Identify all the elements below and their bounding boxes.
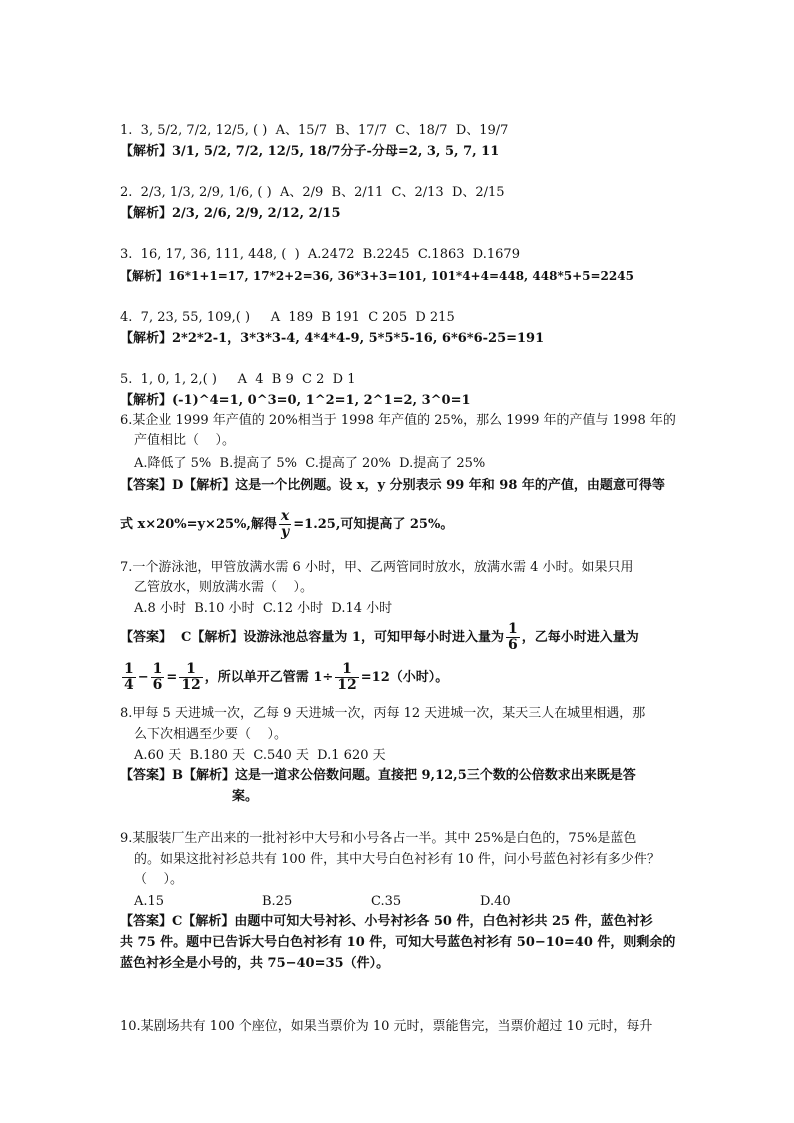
q9-option-a: A.15 [134, 894, 165, 909]
q9-answer1: 【答案】C【解析】由题中可知大号衬衫、小号衬衫各 50 件，白色衬衫共 25 件，蓝色衬衫 [120, 914, 653, 929]
q7-f2-den: 4 [124, 677, 134, 693]
q2-question: 2. 2/3, 1/3, 2/9, 1/6, ( ) A、2/9 B、2/11 C、2/13 D、2/15 [120, 185, 505, 200]
q2-analysis: 【解析】2/3, 2/6, 2/9, 2/12, 2/15 [120, 206, 341, 221]
q10-line1: 10.某剧场共有 100 个座位，如果当票价为 10 元时，票能售完，当票价超过 10 元时，每升 [120, 1019, 653, 1034]
q7-f2-num: 1 [124, 661, 134, 677]
q6-frac-num: x [280, 508, 290, 524]
q7-answer2 [120, 660, 448, 696]
q6-answer1: 【答案】D【解析】这是一个比例题。设 x，y 分别表示 99 年和 98 年的产值，由题意可得等 [120, 478, 665, 493]
q9-option-d: D.40 [480, 894, 511, 909]
q3-analysis: 【解析】16*1+1=17, 17*2+2=36, 36*3+3=101, 101*4+4=448, 448*5+5=2245 [120, 269, 634, 283]
q6-line1: 6.某企业 1999 年产值的 20%相当于 1998 年产值的 25%，那么 1999 年的产值与 1998 年的 [120, 413, 676, 428]
q6-frac-den: y [281, 524, 290, 540]
q6-answer2a: 式 x×20%=y×25%,解得 [120, 517, 277, 532]
q7-answer1b: ，乙每小时进入量为 [521, 630, 639, 645]
q7-fraction-5 [335, 662, 358, 693]
q6-line2: 产值相比（ ）。 [134, 433, 236, 448]
q7-answer1a: 【答案】 C【解析】设游泳池总容量为 1，可知甲每小时进入量为 [120, 630, 504, 645]
q8-answer1: 【答案】B【解析】这是一道求公倍数问题。直接把 9,12,5三个数的公倍数求出来既是答 [120, 768, 636, 783]
q7-f3-den: 6 [152, 677, 163, 693]
q6-answer2b: =1.25,可知提高了 25%。 [293, 517, 454, 532]
q7-answer2a: ，所以单开乙管需 1÷ [204, 670, 334, 685]
q7-options: A.8 小时 B.10 小时 C.12 小时 D.14 小时 [134, 601, 393, 616]
q9-line3: （ ）。 [134, 872, 184, 887]
q9-answer3: 蓝色衬衫全是小号的，共 75−40=35（件）。 [120, 956, 390, 971]
q7-answer2b: =12（小时）。 [360, 670, 449, 685]
q1-analysis: 【解析】3/1, 5/2, 7/2, 12/5, 18/7分子-分母=2, 3, 5, 7, 11 [120, 144, 500, 159]
q6-options: A.降低了 5% B.提高了 5% C.提高了 20% D.提高了 25% [134, 456, 486, 471]
q7-answer1 [120, 620, 639, 656]
q7-fraction-4 [179, 662, 202, 693]
q7-f3-num: 1 [152, 661, 163, 677]
q7-line2: 乙管放水，则放满水需（ ）。 [134, 580, 314, 595]
q6-fraction [279, 509, 291, 540]
q9-answer2: 共 75 件。题中已告诉大号白色衬衫有 10 件，可知大号蓝色衬衫有 50−10=40 件，则剩余的 [120, 935, 676, 950]
q7-minus-sign: − [137, 670, 149, 685]
q7-fraction-3 [151, 662, 165, 693]
q5-analysis: 【解析】(-1)^4=1, 0^3=0, 1^2=1, 2^1=2, 3^0=1 [120, 393, 471, 408]
q8-line1: 8.甲每 5 天进城一次，乙每 9 天进城一次，丙每 12 天进城一次，某天三人在城里相遇，那 [120, 706, 646, 721]
q8-options: A.60 天 B.180 天 C.540 天 D.1 620 天 [134, 748, 386, 763]
q7-f5-num: 1 [335, 662, 358, 678]
q3-question: 3. 16, 17, 36, 111, 448, ( ) A.2472 B.2245 C.1863 D.1679 [120, 247, 520, 262]
q9-line2: 的。如果这批衬衫总共有 100 件，其中大号白色衬衫有 10 件，问小号蓝色衬衫有多少件？ [134, 852, 660, 867]
q4-analysis: 【解析】2*2*2-1，3*3*3-4, 4*4*4-9, 5*5*5-16, 6*6*6-25=191 [120, 331, 545, 346]
q9-option-c: C.35 [371, 894, 402, 909]
q7-f4-den: 12 [181, 677, 201, 693]
q7-f4-num: 1 [179, 662, 202, 678]
q5-question: 5. 1, 0, 1, 2,( ) A 4 B 9 C 2 D 1 [120, 372, 356, 387]
q4-question: 4. 7, 23, 55, 109,( ) A 189 B 191 C 205 D 215 [120, 310, 455, 325]
q7-line1: 7.一个游泳池，甲管放满水需 6 小时，甲、乙两管同时放水，放满水需 4 小时。如果只用 [120, 560, 634, 575]
q1-question: 1. 3, 5/2, 7/2, 12/5, ( ) A、15/7 B、17/7 C、18/7 D、19/7 [120, 123, 509, 138]
q8-answer2: 案。 [232, 789, 259, 804]
q9-line1: 9.某服装厂生产出来的一批衬衫中大号和小号各占一半。其中 25%是白色的，75%是蓝色 [120, 831, 637, 846]
q9-option-b: B.25 [262, 894, 293, 909]
q7-f5-den: 12 [337, 677, 357, 693]
q7-f1-den: 6 [507, 637, 518, 653]
q7-fraction-2 [122, 662, 136, 693]
q6-answer2 [120, 508, 453, 542]
q7-fraction-1 [506, 622, 520, 653]
q7-f1-num: 1 [507, 621, 518, 637]
q8-line2: 么下次相遇至少要（ ）。 [134, 727, 288, 742]
q7-equals-sign: = [166, 670, 178, 685]
